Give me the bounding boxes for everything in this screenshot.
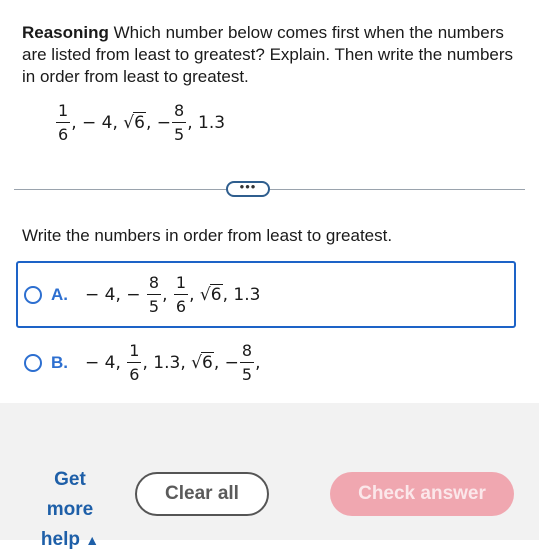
check-answer-button[interactable]: Check answer (330, 472, 514, 516)
minus-sign: − (156, 113, 172, 133)
sqrt-six: √6 (123, 113, 145, 133)
option-b-sqrt-six: √6 (191, 353, 213, 373)
answer-option-b[interactable] (16, 333, 516, 393)
get-more-help-link[interactable]: Get more help ▲ (40, 469, 100, 550)
radio-option-b[interactable] (24, 354, 42, 372)
option-b-letter: B. (51, 353, 68, 372)
question-prompt (22, 22, 527, 88)
option-a-fraction-one-sixth: $\frac{1}{6}$ (175, 272, 187, 316)
question-lead: Reasoning (22, 23, 109, 42)
number-one-point-three: 1.3 (198, 113, 226, 133)
instruction-text: Write the numbers in order from least to greatest. (22, 226, 393, 245)
number-neg-four: − 4, (82, 113, 118, 133)
clear-all-button[interactable]: Clear all (135, 472, 269, 516)
caret-up-icon: ▲ (85, 532, 100, 548)
footer-bar (0, 403, 539, 550)
option-b-content: − 4, $\frac{1}{6}$ , 1.3, √6, − $\frac{8}{5}$ , (85, 341, 261, 384)
option-a-content: − 4, − $\frac{8}{5}$ , $\frac{1}{6}$ , √6, 1.3 (85, 272, 261, 316)
fraction-one-sixth: $\frac{1}{6}$ (58, 101, 69, 144)
option-a-sqrt-six: √6 (199, 284, 222, 305)
number-list: $\frac{1}{6}$ , − 4, √6, − $\frac{8}{5}$ , 1.3 (58, 101, 226, 144)
option-a-fraction-eight-fifths: $\frac{8}{5}$ (148, 272, 160, 316)
radio-option-a[interactable] (24, 286, 42, 304)
answer-option-a[interactable] (16, 261, 516, 328)
option-b-fraction-eight-fifths: $\frac{8}{5}$ (241, 341, 253, 384)
option-a-letter: A. (51, 284, 68, 304)
question-text: Which number below comes first when the numbers are listed from least to greatest? Explain. Then write the numbers in order from least to greatest. (22, 23, 514, 86)
fraction-eight-fifths: $\frac{8}{5}$ (174, 101, 185, 144)
option-b-fraction-one-sixth: $\frac{1}{6}$ (129, 341, 140, 384)
expand-more-button[interactable]: ••• (226, 181, 270, 197)
